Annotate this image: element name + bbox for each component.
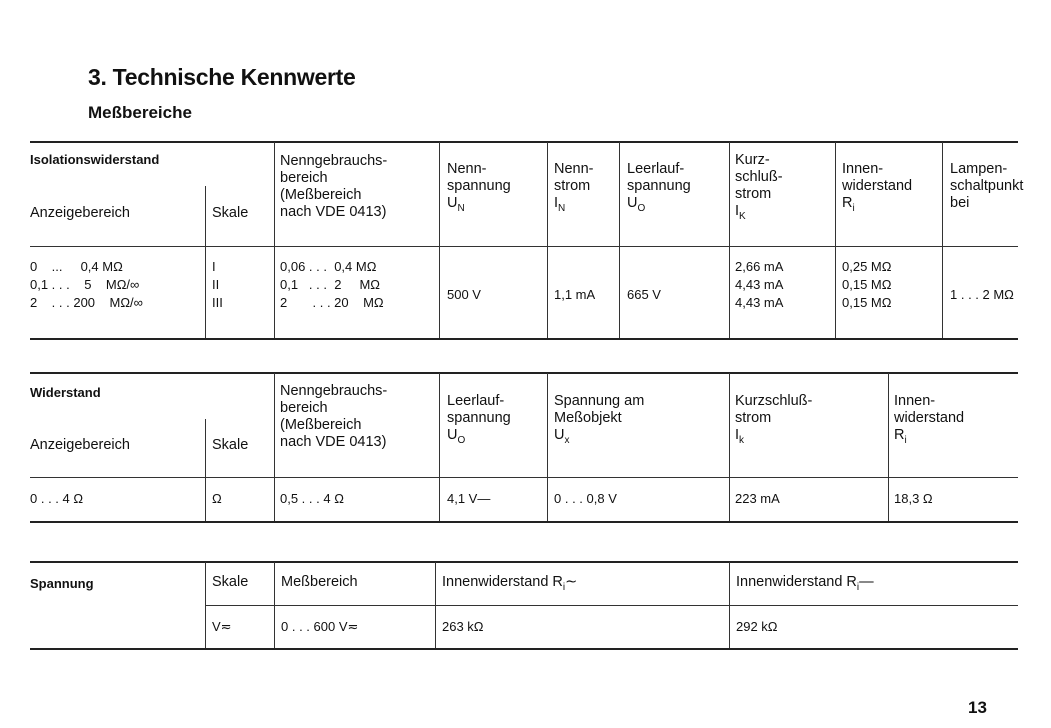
group-header: Spannung (30, 576, 94, 591)
column-divider (274, 142, 275, 338)
cell-anzeigebereich: 0 ... 0,4 MΩ 0,1 . . . 5 MΩ/∞ 2 . . . 200 MΩ/∞ (30, 259, 143, 310)
section-title: 3. Technische Kennwerte (88, 64, 356, 90)
cell-innenwiderstand-dc: 292 kΩ (736, 619, 778, 634)
column-divider (205, 247, 206, 338)
column-header-nenngebrauch: Nenngebrauchs- bereich (Meßbereich nach VDE 0413) (280, 383, 388, 450)
group-header: Widerstand (30, 385, 101, 400)
column-header-skale: Skale (212, 437, 249, 453)
cell-kurzschlussstrom: 2,66 mA 4,43 mA 4,43 mA (735, 259, 784, 310)
cell-innenwiderstand: 18,3 Ω (894, 491, 933, 506)
cell-skale: V≂ (212, 619, 232, 634)
column-divider (729, 562, 730, 648)
cell-innenwiderstand-ac: 263 kΩ (442, 619, 484, 634)
column-divider (888, 373, 889, 521)
table-rule (30, 561, 1018, 563)
column-header-lampenschaltpunkt: Lampen- schaltpunkt bei (950, 161, 1024, 211)
column-header-nenngebrauch: Nenngebrauchs- bereich (Meßbereich nach VDE 0413) (280, 153, 388, 220)
table-rule (30, 521, 1018, 523)
table-rule (30, 372, 1018, 374)
group-header: Isolationswiderstand (30, 152, 160, 167)
page-number: 13 (968, 698, 987, 717)
column-divider (547, 373, 548, 521)
table-rule (30, 246, 1018, 247)
cell-nenngebrauch: 0,5 . . . 4 Ω (280, 491, 344, 506)
table-rule (30, 477, 1018, 478)
column-divider (835, 142, 836, 338)
cell-nennspannung: 500 V (447, 287, 481, 302)
column-divider (205, 478, 206, 521)
section-subtitle: Meßbereiche (88, 103, 192, 122)
column-header-nennspannung: Nenn- spannung $U_N$ (447, 161, 511, 214)
column-header-kurzschlussstrom: Kurz- schluß- strom $I_K$ (735, 152, 783, 222)
column-divider (547, 142, 548, 338)
table-rule (30, 338, 1018, 340)
column-header-skale: Skale (212, 574, 249, 590)
column-divider (439, 142, 440, 338)
table-rule (30, 141, 1018, 143)
column-header-kurzschlussstrom: Kurzschluß- strom $I_k$ (735, 393, 813, 446)
cell-innenwiderstand: 0,25 MΩ 0,15 MΩ 0,15 MΩ (842, 259, 892, 310)
column-divider (205, 186, 206, 246)
column-divider (205, 562, 206, 648)
column-header-leerlaufspannung: Leerlauf- spannung $U_O$ (627, 161, 691, 214)
cell-leerlaufspannung: 665 V (627, 287, 661, 302)
table-rule (205, 605, 1018, 606)
column-divider (439, 373, 440, 521)
cell-anzeigebereich: 0 . . . 4 Ω (30, 491, 84, 506)
cell-leerlaufspannung: 4,1 V— (447, 491, 491, 506)
cell-spannung-messobjekt: 0 . . . 0,8 V (554, 491, 617, 506)
column-header-innenwiderstand: Innen- widerstand $R_i$ (842, 161, 913, 214)
column-header-innenwiderstand: Innen- widerstand $R_i$ (894, 393, 965, 446)
column-header-anzeige: Anzeigebereich (30, 437, 130, 453)
column-header-innenwiderstand-dc: Innenwiderstand $R_i—$ (736, 574, 874, 593)
cell-messbereich: 0 . . . 600 V≂ (281, 619, 359, 634)
column-header-skale: Skale (212, 205, 249, 221)
column-divider (274, 373, 275, 521)
column-divider (274, 562, 275, 648)
column-header-innenwiderstand-ac: Innenwiderstand $R_i\sim$ (442, 574, 578, 593)
column-header-anzeige: Anzeigebereich (30, 205, 130, 221)
cell-kurzschlussstrom: 223 mA (735, 491, 780, 506)
column-divider (619, 142, 620, 338)
column-header-spannung-messobjekt: Spannung am Meßobjekt $U_x$ (554, 393, 645, 446)
cell-lampenschaltpunkt: 1 . . . 2 MΩ (950, 287, 1014, 302)
cell-skale: I II III (212, 259, 223, 310)
column-header-leerlaufspannung: Leerlauf- spannung $U_O$ (447, 393, 511, 446)
cell-nennstrom: 1,1 mA (554, 287, 596, 302)
column-divider (729, 373, 730, 521)
table-rule (30, 648, 1018, 650)
column-divider (942, 142, 943, 338)
column-divider (205, 419, 206, 477)
column-header-nennstrom: Nenn- strom $I_N$ (554, 161, 594, 214)
column-header-messbereich: Meßbereich (281, 574, 358, 590)
cell-skale: Ω (212, 491, 222, 506)
column-divider (729, 142, 730, 338)
cell-nenngebrauch: 0,06 . . . 0,4 MΩ 0,1 . . . 2 MΩ 2 . . . 20 MΩ (280, 259, 384, 310)
column-divider (435, 562, 436, 648)
